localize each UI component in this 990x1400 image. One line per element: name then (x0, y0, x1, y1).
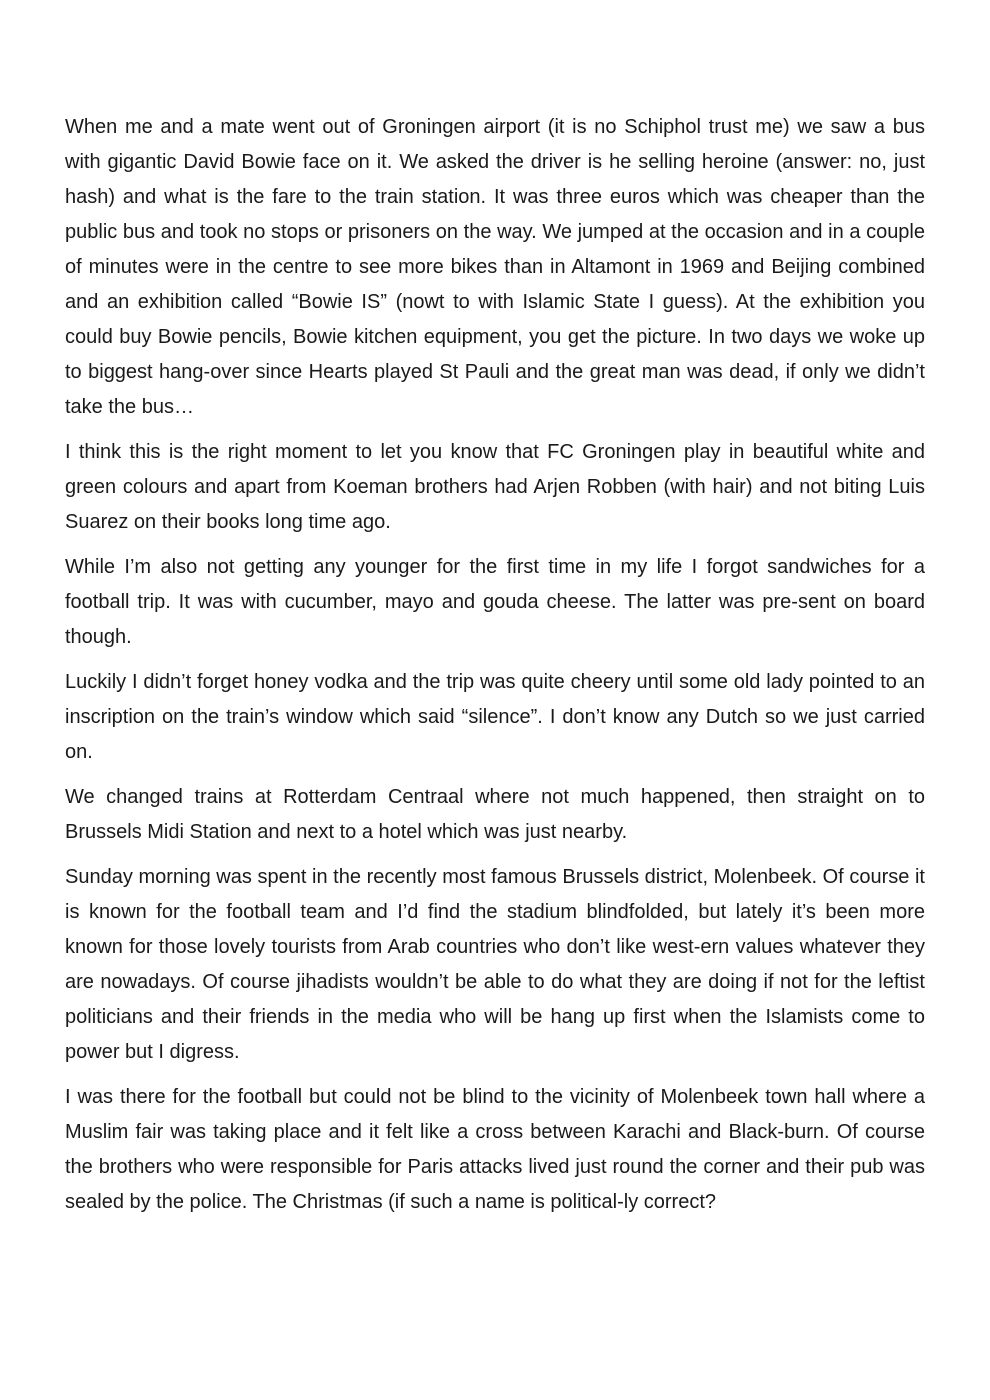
paragraph-groningen-airport: When me and a mate went out of Groningen airport (it is no Schiphol trust me) we saw a bus with gigantic David Bowie face on it. We asked the driver is he selling heroine (answer: no, just hash) and what is the fare to the train station. It was three euros which was cheaper than the public bus and took no stops or prisoners on the way. We jumped at the occasion and in a couple of minutes were in the centre to see more bikes than in Altamont in 1969 and Beijing combined and an exhibition called “Bowie IS” (nowt to with Islamic State I guess). At the exhibition you could buy Bowie pencils, Bowie kitchen equipment, you get the picture. In two days we woke up to biggest hang-over since Hearts played St Pauli and the great man was dead, if only we didn’t take the bus… (65, 116, 925, 418)
article-body (65, 110, 925, 1230)
paragraph-honey-vodka: Luckily I didn’t forget honey vodka and the trip was quite cheery until some old lady pointed to an inscription on the train’s window which said “silence”. I don’t know any Dutch so we just carried on. (65, 671, 925, 763)
paragraph-fc-groningen: I think this is the right moment to let you know that FC Groningen play in beautiful white and green colours and apart from Koeman brothers had Arjen Robben (with hair) and not biting Luis Suarez on their books long time ago. (65, 441, 925, 533)
paragraph-sandwiches: While I’m also not getting any younger for the first time in my life I forgot sandwiches for a football trip. It was with cucumber, mayo and gouda cheese. The latter was pre-sent on board though. (65, 556, 925, 648)
paragraph-town-hall: I was there for the football but could not be blind to the vicinity of Molenbeek town hall where a Muslim fair was taking place and it felt like a cross between Karachi and Black-burn. Of course the brothers who were responsible for Paris attacks lived just round the corner and their pub was sealed by the police. The Christmas (if such a name is political-ly correct? (65, 1086, 925, 1213)
paragraph-molenbeek: Sunday morning was spent in the recently most famous Brussels district, Molenbeek. Of course it is known for the football team and I’d find the stadium blindfolded, but lately it’s been more known for those lovely tourists from Arab countries who don’t like west-ern values whatever they are nowadays. Of course jihadists wouldn’t be able to do what they are doing if not for the leftist politicians and their friends in the media who will be hang up first when the Islamists come to power but I digress. (65, 866, 925, 1063)
paragraph-rotterdam: We changed trains at Rotterdam Centraal where not much happened, then straight on to Brussels Midi Station and next to a hotel which was just nearby. (65, 786, 925, 843)
